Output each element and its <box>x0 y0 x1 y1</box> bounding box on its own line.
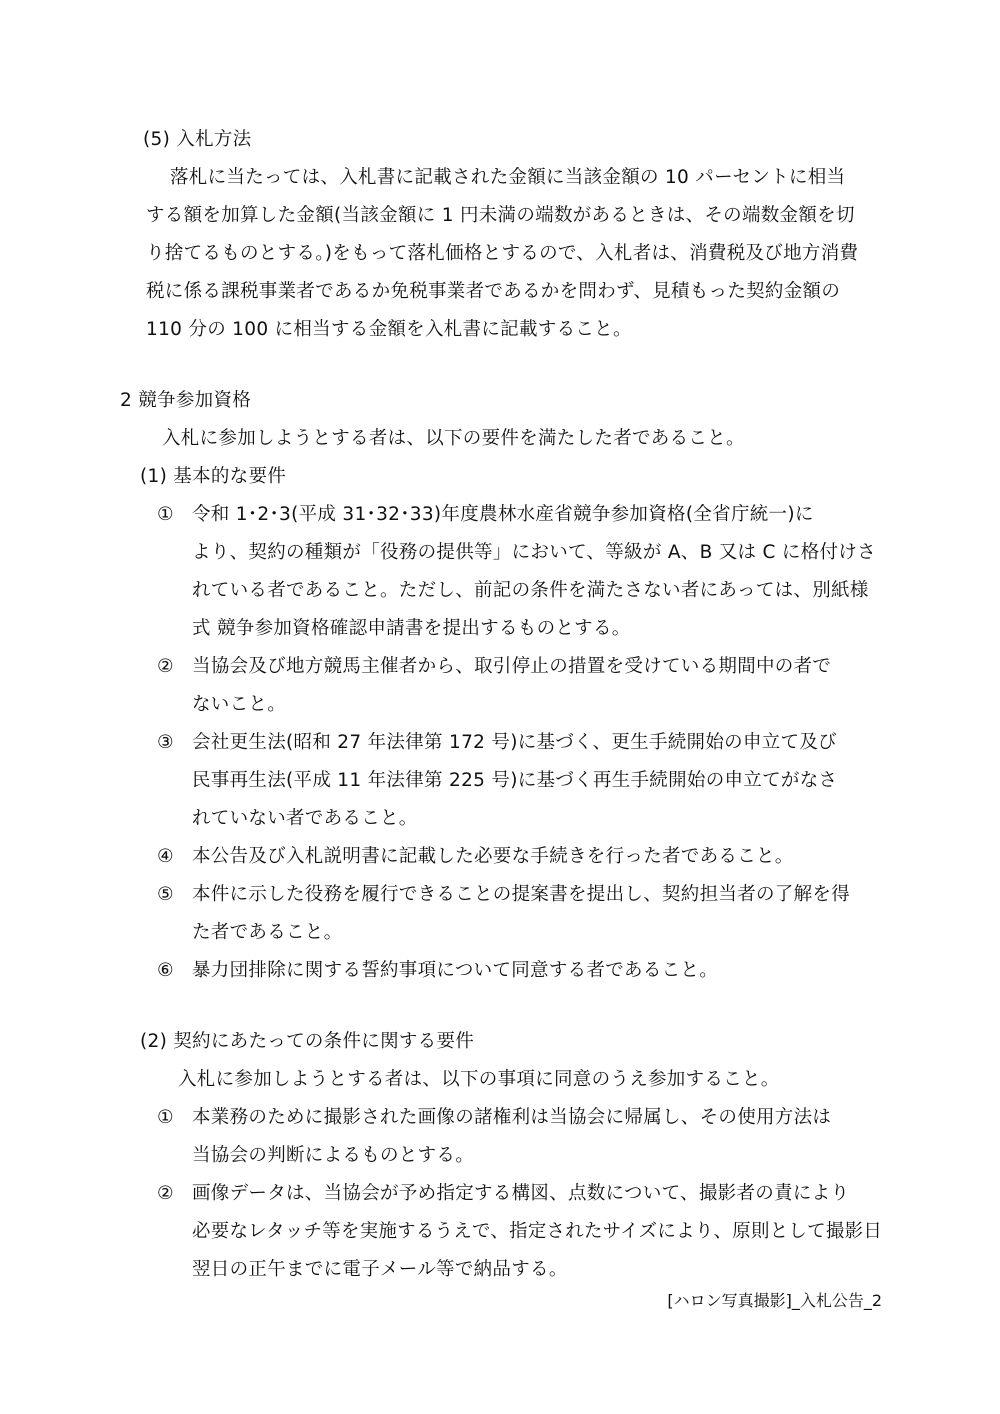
item-line: 民事再生法(平成 11 年法律第 225 号)に基づく再生手続開始の申立てがなさ <box>192 770 838 791</box>
subsection-2-heading: (2) 契約にあたっての条件に関する要件 <box>140 1031 475 1052</box>
subsection-2-intro: 入札に参加しようとする者は、以下の事項に同意のうえ参加すること。 <box>178 1069 780 1090</box>
item-marker: ⑥ <box>157 960 174 981</box>
item-marker: ③ <box>157 732 174 753</box>
paragraph-line: 税に係る課税事業者であるか免税事業者であるかを問わず、見積もった契約金額の <box>146 281 841 302</box>
paragraph-line: 落札に当たっては、入札書に記載された金額に当該金額の 10 パーセントに相当 <box>170 167 846 188</box>
item-marker: ① <box>157 504 174 525</box>
item-line: 必要なレタッチ等を実施するうえで、指定されたサイズにより、原則として撮影日 <box>192 1221 883 1242</box>
item-marker: ① <box>157 1107 174 1128</box>
page-footer: [ハロン写真撮影]_入札公告_2 <box>667 1291 882 1310</box>
item-line: より、契約の種類が「役務の提供等」において、等級が A、B 又は C に格付けさ <box>192 542 876 563</box>
item-marker: ② <box>157 1183 174 1204</box>
item-line: 会社更生法(昭和 27 年法律第 172 号)に基づく、更生手続開始の申立て及び <box>192 732 837 753</box>
item-marker: ④ <box>157 846 174 867</box>
item-line: た者であること。 <box>192 922 343 943</box>
section-2-heading: 2 競争参加資格 <box>120 390 252 411</box>
item-line: 令和 1･2･3(平成 31･32･33)年度農林水産省競争参加資格(全省庁統一)に <box>192 504 814 525</box>
item-line: 画像データは、当協会が予め指定する構図、点数について、撮影者の責により <box>192 1183 850 1204</box>
item-line: 翌日の正午までに電子メール等で納品する。 <box>192 1259 568 1280</box>
item-line: れていない者であること。 <box>192 808 418 829</box>
item-line: 本業務のために撮影された画像の諸権利は当協会に帰属し、その使用方法は <box>192 1107 832 1128</box>
item-marker: ⑤ <box>157 884 174 905</box>
item-line: 暴力団排除に関する誓約事項について同意する者であること。 <box>192 960 719 981</box>
section-2-intro: 入札に参加しようとする者は、以下の要件を満たした者であること。 <box>162 428 745 449</box>
item-line: ないこと。 <box>192 694 287 715</box>
paragraph-line: り捨てるものとする。)をもって落札価格とするので、入札者は、消費税及び地方消費 <box>146 243 859 264</box>
item-line: 当協会及び地方競馬主催者から、取引停止の措置を受けている期間中の者で <box>192 656 832 677</box>
section-5-heading: (5) 入札方法 <box>143 129 252 150</box>
item-line: 本公告及び入札説明書に記載した必要な手続きを行った者であること。 <box>192 846 794 867</box>
item-line: れている者であること。ただし、前記の条件を満たさない者にあっては、別紙様 <box>192 580 869 601</box>
paragraph-line: する額を加算した金額(当該金額に 1 円未満の端数があるときは、その端数金額を切 <box>146 205 855 226</box>
paragraph-line: 110 分の 100 に相当する金額を入札書に記載すること。 <box>146 319 632 340</box>
item-line: 当協会の判断によるものとする。 <box>192 1145 475 1166</box>
item-line: 式 競争参加資格確認申請書を提出するものとする。 <box>192 618 631 639</box>
subsection-1-heading: (1) 基本的な要件 <box>140 466 287 487</box>
item-marker: ② <box>157 656 174 677</box>
item-line: 本件に示した役務を履行できることの提案書を提出し、契約担当者の了解を得 <box>192 884 851 905</box>
